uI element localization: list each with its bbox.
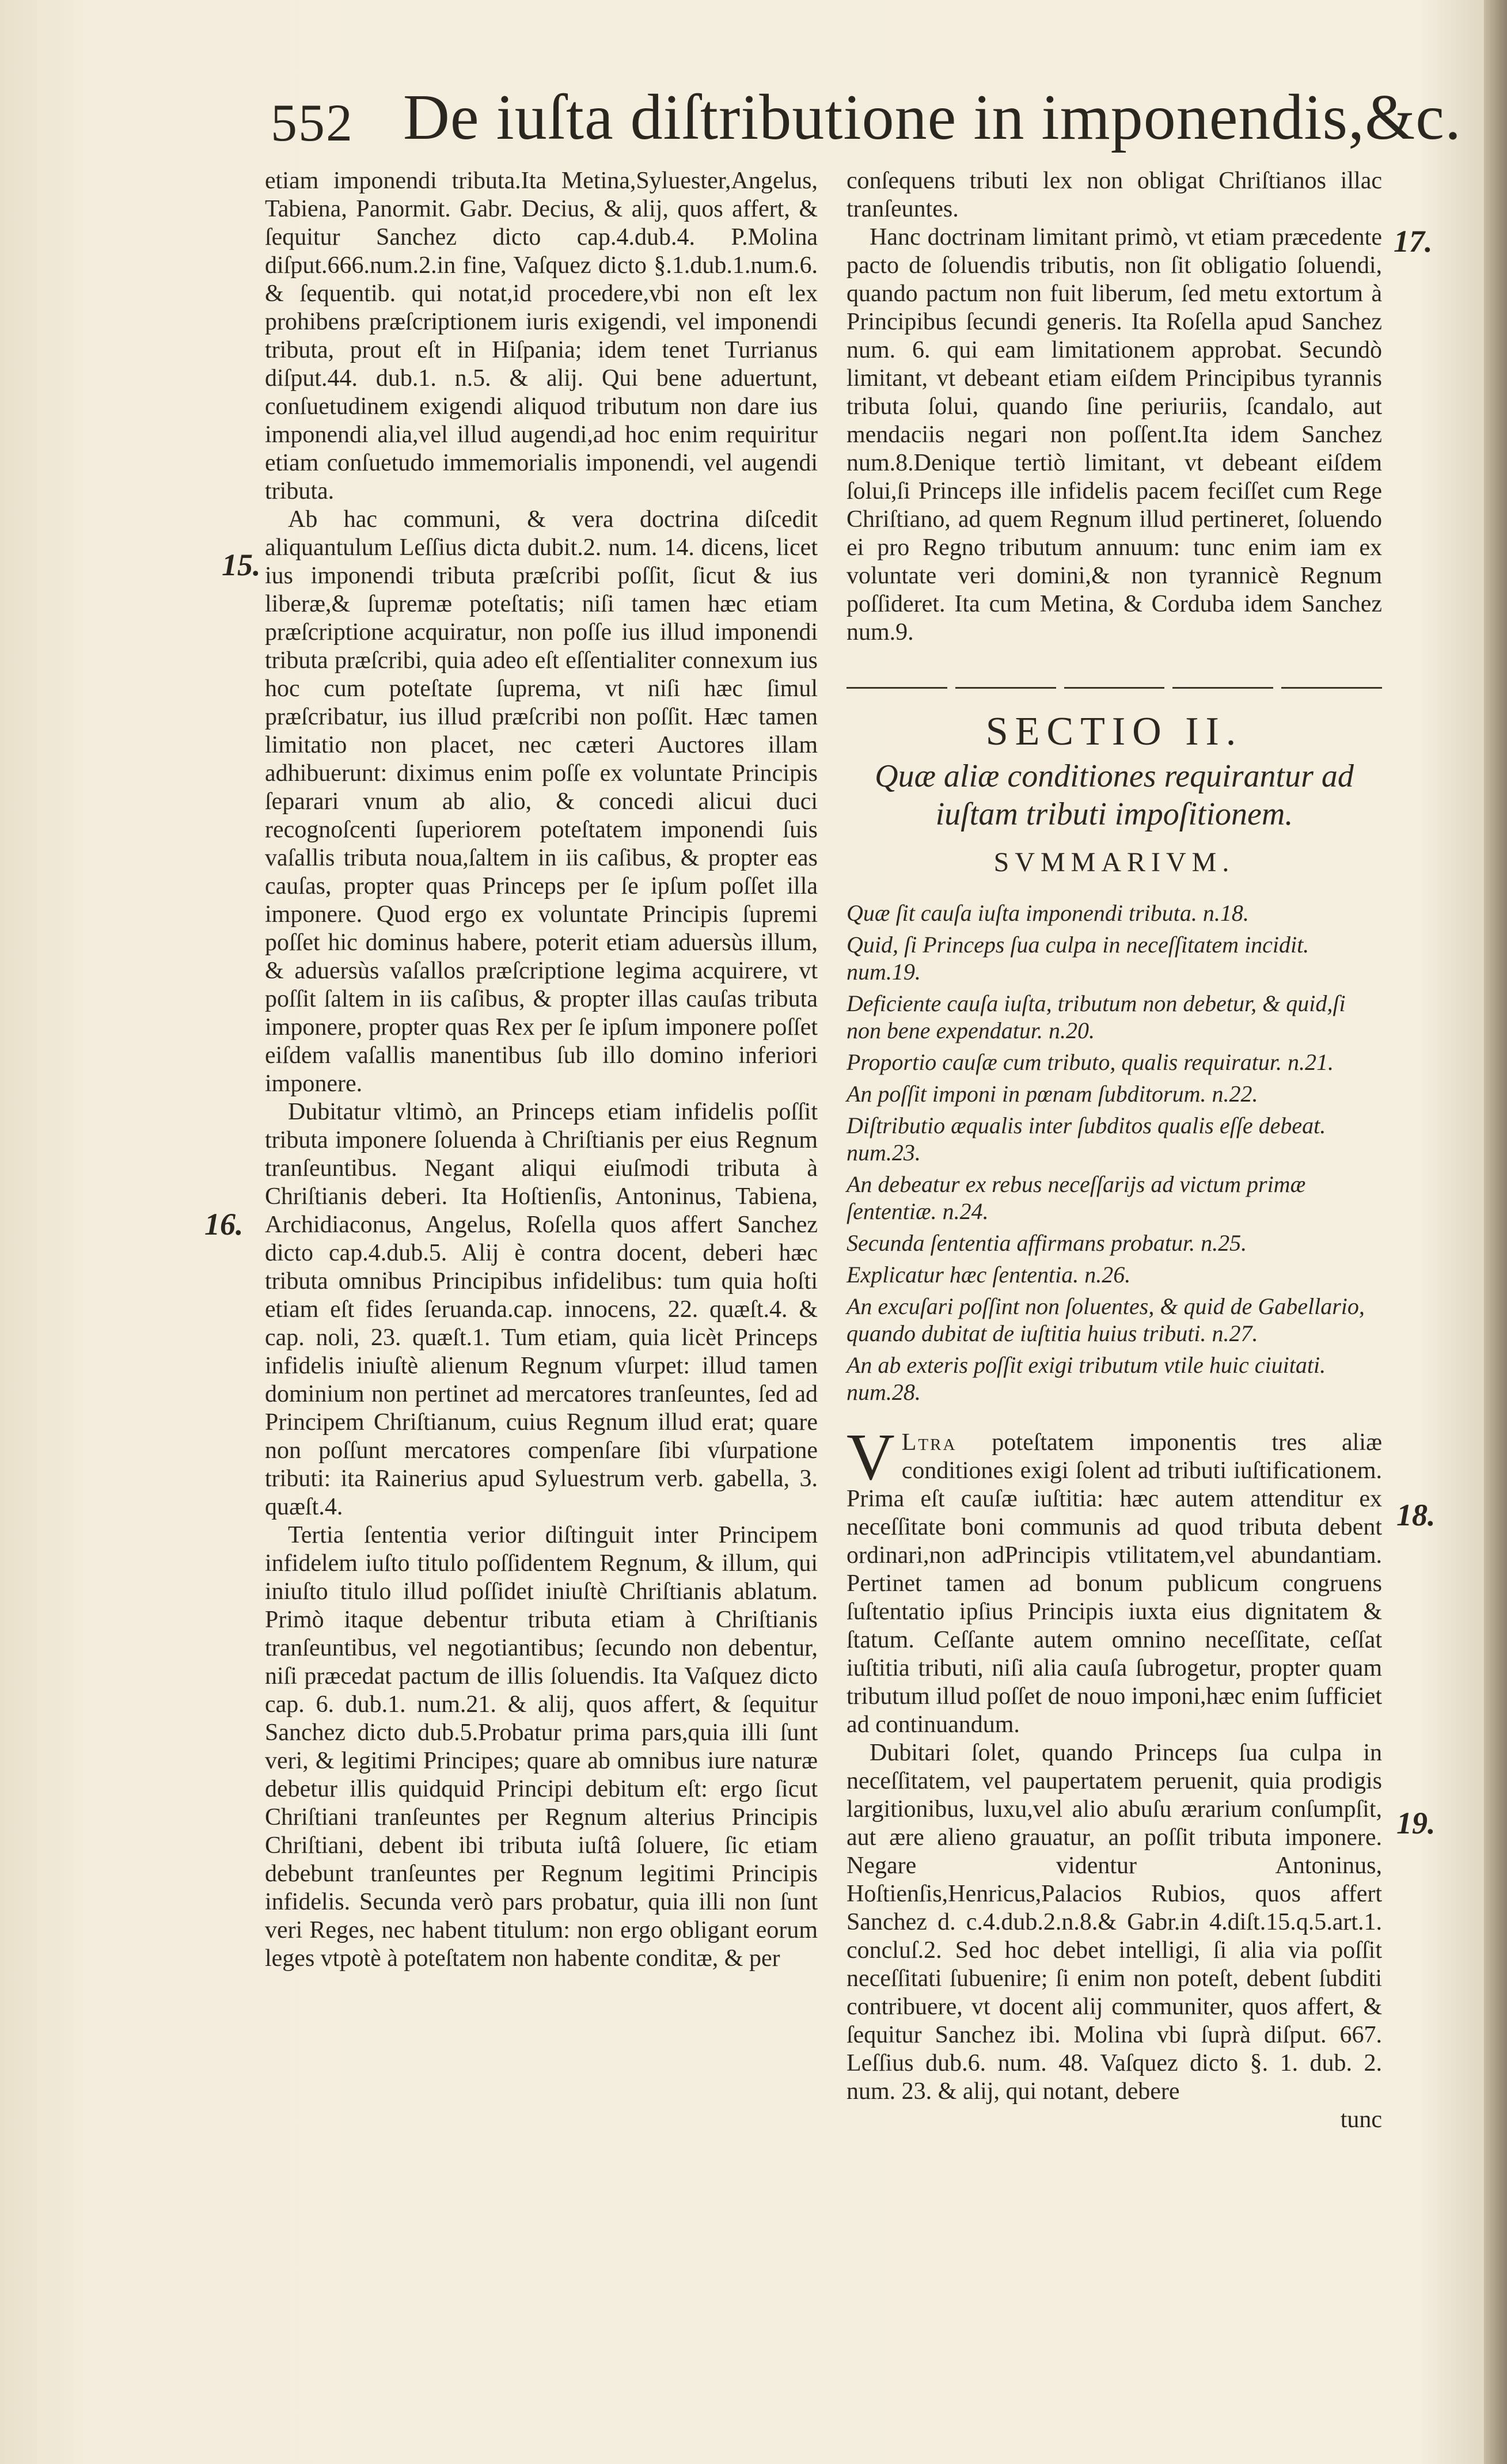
list-item: Deficiente cauſa iuſta, tributum non debetur, & quid,ſi non bene expendatur. n.20. — [846, 990, 1346, 1043]
list-item: Quæ ſit cauſa iuſta imponendi tributa. n.18. — [846, 900, 1249, 926]
list-item: An excuſari poſſint non ſoluentes, & quid de Gabellario, quando dubitat de iuſtitia huius tributi. n.27. — [846, 1293, 1365, 1346]
margin-number-16: 16. — [204, 1207, 244, 1242]
section-subtitle: Quæ aliæ conditiones requirantur ad iuſtam tributi impoſitionem. — [875, 758, 1354, 832]
list-item: Diſtributio æqualis inter ſubditos qualis eſſe debeat. num.23. — [846, 1113, 1326, 1165]
summary-title: SVMMARIVM. — [993, 847, 1235, 878]
section-title: SECTIO II. — [985, 709, 1243, 754]
left-column — [265, 167, 818, 1973]
list-item: An poſſit imponi in pœnam ſubditorum. n.22. — [846, 1081, 1258, 1107]
list-item: Quid, ſi Princeps ſua culpa in neceſſitatem incidit. num.19. — [846, 932, 1309, 985]
paragraph: conſequens tributi lex non obligat Chriſtianos illac tranſeuntes. — [846, 168, 1382, 222]
page-header — [271, 81, 1462, 155]
margin-number-15: 15. — [222, 548, 261, 582]
paragraph: Ab hac communi, & vera doctrina diſcedit aliquantulum Leſſius dicta dubit.2. num. 14. dicens, licet ius imponendi tributa præſcribi poſſit, ſicut & ius liberæ,& ſupremæ poteſtatis; niſi tamen hæc etiam præſcriptione acquiratur, non poſſe ius illud imponendi tributa præſcribi, quia adeo eſt eſſentialiter connexum ius hoc cum poteſtate ſuprema, vt niſi hæc ſimul præſcribatur, ius illud præſcribi non poſſit. Hæc tamen limitatio non placet, nec cæteri Auctores illam adhibuerunt: diximus enim poſſe ex voluntate Principis ſeparari vnum ab alio, & concedi alicui duci recognoſcenti ſuperiorem poteſtatem imponendi ſuis vaſallis tributa noua,ſaltem in iis caſibus, & propter eas cauſas, propter quas Princeps per ſe ipſum poſſet illa imponere. Quod ergo ex voluntate Principis ſupremi poſſet hic dominus habere, poterit etiam aduersùs illum, & aduersùs vaſallos præſcriptione legima acquirere, vt poſſit ſaltem in iis caſibus, & propter illas cauſas tributa imponere, propter quas Rex per ſe ipſum imponere poſſet eiſdem vaſallis manentibus ſub illo domino inferiori imponere. — [265, 506, 818, 1097]
summary-list — [846, 899, 1382, 1406]
lead-word: Ltra — [901, 1429, 957, 1456]
list-item: An ab exteris poſſit exigi tributum vtile huic ciuitati. num.28. — [846, 1352, 1326, 1405]
paragraph: etiam imponendi tributa.Ita Metina,Syluester,Angelus, Tabiena, Panormit. Gabr. Decius, & alij, quos affert, & ſequitur Sanchez dicto cap.4.dub.4. P.Molina diſput.666.num.2.in fine, Vaſquez dicto §.1.dub.1.num.6. & ſequentib. qui notat,id procedere,vbi non eſt lex prohibens præſcriptionem iuris exigendi, vel imponendi tributa, prout eſt in Hiſpania; idem tenet Turrianus diſput.44. dub.1. n.5. & alij. Qui bene aduertunt, conſuetudinem exigendi aliquod tributum non dare ius imponendi alia,vel illud augendi,ad hoc enim requiritur etiam conſuetudo immemorialis imponendi, vel augendi tributa. — [265, 168, 818, 504]
page-edge — [1484, 0, 1507, 2464]
list-item: Proportio cauſæ cum tributo, qualis requiratur. n.21. — [846, 1049, 1334, 1075]
list-item: Explicatur hæc ſententia. n.26. — [846, 1262, 1131, 1288]
list-item: An debeatur ex rebus neceſſarijs ad victum primæ ſententiæ. n.24. — [846, 1171, 1306, 1224]
paragraph — [846, 1421, 1382, 1739]
margin-number-19: 19. — [1396, 1806, 1436, 1840]
list-item: Secunda ſententia affirmans probatur. n.25. — [846, 1230, 1247, 1256]
margin-number-17: 17. — [1394, 224, 1433, 259]
margin-number-18: 18. — [1396, 1498, 1436, 1532]
right-column — [846, 167, 1382, 2134]
paragraph-text: poteſtatem imponentis tres aliæ conditiones exigi ſolent ad tributi iuſtificationem. Prima eſt cauſæ iuſtitia: hæc autem attenditur ex neceſſitate boni communis ad quod tributa debent ordinari,non adPrincipis vtilitatem,vel abundantiam. Pertinet tamen ad bonum publicum congruens ſuſtentatio ipſius Principis iuxta eius dignitatem & ſtatum. Ceſſante autem omnino neceſſitate, ceſſat iuſtitia tributi, niſi alia cauſa ſubrogetur, propter quam tributum illud poſſet de nouo imponi,hæc enim ſufficiet ad continuandum. — [846, 1429, 1382, 1738]
paragraph: Dubitatur vltimò, an Princeps etiam infidelis poſſit tributa imponere ſoluenda à Chriſtianis per eius Regnum tranſeuntibus. Negant aliqui eiuſmodi tributa à Chriſtianis deberi. Ita Hoſtienſis, Antoninus, Tabiena, Archidiaconus, Angelus, Roſella quos affert Sanchez dicto cap.4.dub.5. Alij è contra docent, deberi hæc tributa omnibus Principibus infidelibus: tum quia hoſti etiam eſt fides ſeruanda.cap. innocens, 22. quæſt.4. & cap. noli, 23. quæſt.1. Tum etiam, quia licèt Princeps infidelis iniuſtè alienum Regnum vſurpet: illud tamen dominium non pertinet ad mercatores tranſeuntes, ſed ad Principem Chriſtianum, cuius Regnum illud erat; quare non poſſunt mercatores compenſare ſibi vſurpatione tributi: ita Rainerius apud Syluestrum verb. gabella, 3. quæſt.4. — [265, 1099, 818, 1520]
drop-cap: V — [846, 1421, 895, 1494]
paragraph: Hanc doctrinam limitant primò, vt etiam præcedente pacto de ſoluendis tributis, non ſit obligatio ſoluendi, quando pactum non fuit liberum, ſed metu extortum à Principibus ſecundi generis. Ita Roſella apud Sanchez num. 6. qui eam limitationem approbat. Secundò limitant, vt debeant etiam eiſdem Principibus tyrannis tributa ſolui, quando ſine periuriis, ſcandalo, aut mendaciis negari non poſſent.Ita idem Sanchez num.8.Denique tertiò limitant, vt debeant eiſdem ſolui,ſi Princeps ille infidelis pacem feciſſet cum Rege Chriſtiano, ad quem Regnum illud pertineret, ſoluendo ei pro Regno tributum annuum: tunc enim iam ex voluntate veri domini,& non tyrannicè Regnum poſſideret. Ita cum Metina, & Corduba idem Sanchez num.9. — [846, 224, 1382, 646]
catchword: tunc — [1340, 2106, 1382, 2133]
paragraph: Dubitari ſolet, quando Princeps ſua culpa in neceſſitatem, vel paupertatem peruenit, quia prodigis largitionibus, luxu,vel alio abuſu ærarium conſumpſit, aut ære alieno grauatur, an poſſit tributa imponere. Negare videntur Antoninus, Hoſtienſis,Henricus,Palacios Rubios, quos affert Sanchez d. c.4.dub.2.n.8.& Gabr.in 4.diſt.15.q.5.art.1. concluſ.2. Sed hoc debet intelligi, ſi alia via poſſit neceſſitati ſubuenire; ſi enim non poteſt, debent ſubditi contribuere, vt docent alij communiter, quos affert, & ſequitur Sanchez ibi. Molina vbi ſuprà diſput. 667. Leſſius dub.6. num. 48. Vaſquez dicto §. 1. dub. 2. num. 23. & alij, qui notant, debere — [846, 1740, 1382, 2105]
running-title: De iuſta diſtributione in imponendis,&c. — [403, 82, 1462, 153]
section-divider — [846, 687, 1382, 689]
page-number: 552 — [271, 93, 354, 152]
paragraph: Tertia ſententia verior diſtinguit inter Principem infidelem iuſto titulo poſſidentem Regnum, & illum, qui iniuſto titulo illud poſſidet iniuſtè Chriſtianis ablatum. Primò itaque debentur tributa etiam à Chriſtianis tranſeuntibus, vel negotiantibus; ſecundo non debentur, niſi præcedat pactum de illis ſoluendis. Ita Vaſquez dicto cap. 6. dub.1. num.21. & alij, quos affert, & ſequitur Sanchez dicto dub.5.Probatur prima pars,quia illi ſunt veri, & legitimi Principes; quare ab omnibus iure naturæ debetur illis quidquid Principi debitum eſt: ergo ſicut Chriſtiani tranſeuntes per Regnum alterius Principis Chriſtiani, debent ibi tributa iuſtâ ſoluere, ſic etiam debebunt tranſeuntes per Regnum legitimi Principis infidelis. Secunda verò pars probatur, quia illi non ſunt veri Reges, nec habent titulum: non ergo obligant eorum leges vtpotè à poteſtatem non habente conditæ, & per — [265, 1522, 818, 1972]
